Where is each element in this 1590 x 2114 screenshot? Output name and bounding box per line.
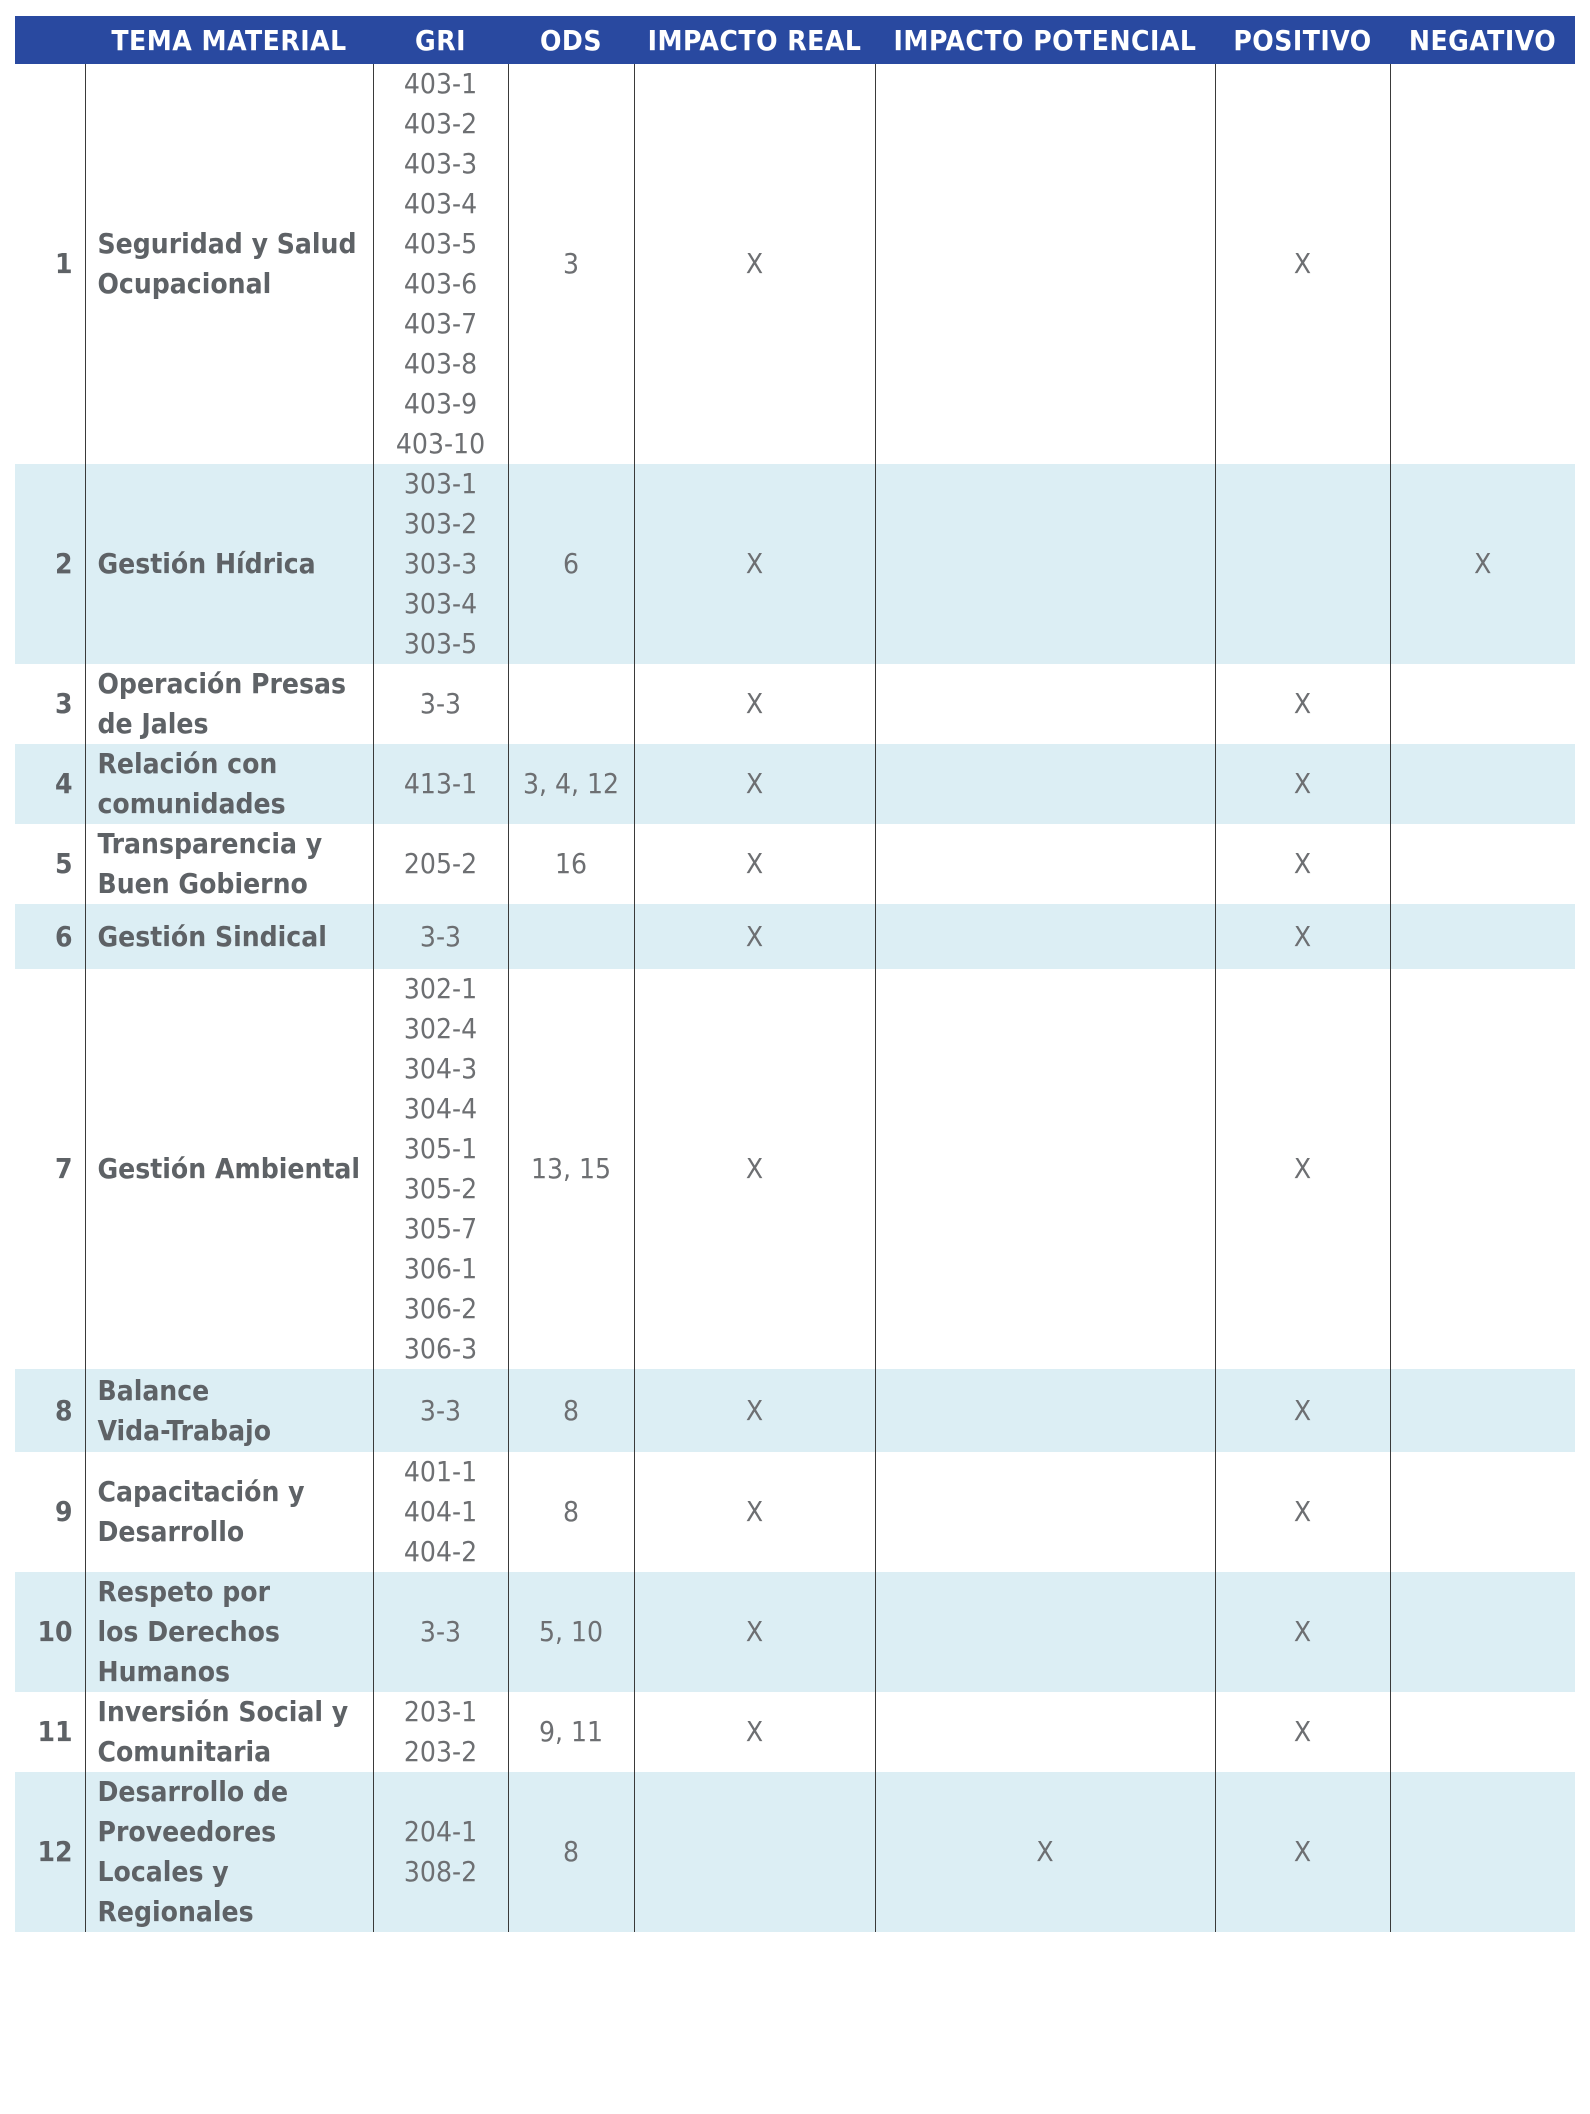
- gri-code: 403-9: [403, 387, 478, 420]
- positivo-cell: [1215, 904, 1390, 969]
- positivo-mark: X: [1293, 1152, 1312, 1185]
- positivo-mark: X: [1293, 1495, 1312, 1528]
- row-number: 2: [54, 547, 73, 580]
- tema-material-line: Balance: [97, 1373, 210, 1407]
- table-row: [15, 1369, 1575, 1452]
- tema-material-line: Capacitación y: [97, 1475, 305, 1508]
- ods-cell: [508, 1452, 634, 1572]
- table-row: [15, 464, 1575, 664]
- ods-value: 6: [562, 547, 580, 580]
- impacto-potencial-cell: [875, 824, 1215, 904]
- tema-material-cell: [85, 824, 373, 904]
- impacto-potencial-cell: [875, 1452, 1215, 1572]
- ods-value: 8: [562, 1835, 580, 1868]
- row-number: 8: [54, 1393, 73, 1427]
- ods-value: 8: [562, 1393, 580, 1427]
- gri-code: 203-1: [403, 1695, 478, 1728]
- positivo-cell: [1215, 1452, 1390, 1572]
- row-number: 12: [37, 1835, 73, 1868]
- impacto-potencial-cell: [875, 904, 1215, 969]
- gri-code: 3-3: [419, 687, 462, 720]
- negativo-cell: [1390, 1369, 1575, 1452]
- tema-material-cell: [85, 1692, 373, 1772]
- ods-cell: [508, 64, 634, 464]
- tema-material-line: Desarrollo de: [97, 1775, 289, 1808]
- ods-value: 5, 10: [538, 1615, 604, 1648]
- tema-material-cell: [85, 969, 373, 1369]
- tema-material-line: Comunitaria: [97, 1735, 272, 1768]
- impacto-real-mark: X: [745, 1615, 764, 1648]
- row-number-cell: [15, 64, 85, 464]
- gri-code: 305-1: [403, 1132, 478, 1165]
- tema-material-line: Locales y: [97, 1855, 229, 1888]
- gri-code: 204-1: [403, 1815, 478, 1848]
- tema-material-line: Vida-Trabajo: [97, 1413, 271, 1447]
- negativo-cell: [1390, 969, 1575, 1369]
- impacto-potencial-cell: [875, 664, 1215, 744]
- gri-cell: [373, 1692, 508, 1772]
- impacto-real-cell: [634, 904, 875, 969]
- ods-value: 13, 15: [530, 1152, 612, 1185]
- table-row: [15, 64, 1575, 464]
- tema-material-line: comunidades: [97, 787, 286, 820]
- positivo-mark: X: [1293, 1615, 1312, 1648]
- gri-code: 302-4: [403, 1012, 478, 1045]
- gri-code: 3-3: [419, 1393, 462, 1427]
- table-row: [15, 1692, 1575, 1772]
- negativo-cell: [1390, 1572, 1575, 1692]
- impacto-real-mark: X: [745, 1152, 764, 1185]
- tema-material-cell: [85, 1369, 373, 1452]
- ods-cell: [508, 744, 634, 824]
- ods-value: 16: [554, 847, 588, 880]
- gri-code: 205-2: [403, 847, 478, 880]
- gri-code: 403-1: [403, 67, 478, 100]
- tema-material-line: Desarrollo: [97, 1515, 245, 1548]
- gri-code: 303-5: [403, 627, 478, 660]
- row-number-cell: [15, 1772, 85, 1932]
- negativo-cell: [1390, 1452, 1575, 1572]
- impacto-real-cell: [634, 824, 875, 904]
- impacto-potencial-cell: [875, 64, 1215, 464]
- row-number: 4: [54, 767, 73, 800]
- gri-code: 306-3: [403, 1332, 478, 1365]
- header-number: [15, 16, 85, 64]
- tema-material-cell: [85, 1572, 373, 1692]
- table-row: [15, 1452, 1575, 1572]
- positivo-cell: [1215, 664, 1390, 744]
- gri-code: 306-2: [403, 1292, 478, 1325]
- tema-material-line: de Jales: [97, 707, 209, 740]
- positivo-cell: [1215, 969, 1390, 1369]
- row-number-cell: [15, 1572, 85, 1692]
- tema-material-line: Seguridad y Salud: [97, 227, 357, 260]
- impacto-real-cell: [634, 464, 875, 664]
- header-gri: GRI: [373, 16, 508, 64]
- positivo-mark: X: [1293, 247, 1312, 280]
- impacto-real-mark: X: [745, 547, 764, 580]
- tema-material-line: Proveedores: [97, 1815, 277, 1848]
- negativo-mark: X: [1474, 547, 1492, 580]
- ods-value: 8: [562, 1495, 580, 1528]
- positivo-mark: X: [1293, 767, 1312, 800]
- gri-code: 403-4: [403, 187, 478, 220]
- tema-material-line: Ocupacional: [97, 267, 272, 300]
- positivo-cell: [1215, 1772, 1390, 1932]
- gri-code: 403-7: [403, 307, 478, 340]
- impacto-potencial-cell: [875, 1369, 1215, 1452]
- gri-code: 303-1: [403, 467, 478, 500]
- impacto-real-mark: X: [745, 1495, 764, 1528]
- impacto-real-cell: [634, 1369, 875, 1452]
- gri-code: 403-2: [403, 107, 478, 140]
- impacto-real-cell: [634, 1772, 875, 1932]
- table-row: [15, 824, 1575, 904]
- gri-code: 304-4: [403, 1092, 478, 1125]
- tema-material-cell: [85, 744, 373, 824]
- gri-code: 303-2: [403, 507, 478, 540]
- row-number-cell: [15, 1369, 85, 1452]
- impacto-real-mark: X: [745, 247, 764, 280]
- gri-code: 308-2: [403, 1855, 478, 1888]
- impacto-real-mark: X: [745, 847, 764, 880]
- impacto-potencial-cell: [875, 464, 1215, 664]
- ods-cell: [508, 1369, 634, 1452]
- tema-material-cell: [85, 464, 373, 664]
- gri-cell: [373, 464, 508, 664]
- ods-cell: [508, 824, 634, 904]
- gri-code: 305-7: [403, 1212, 478, 1245]
- impacto-real-cell: [634, 744, 875, 824]
- row-number: 10: [37, 1615, 73, 1648]
- gri-code: 3-3: [419, 919, 462, 953]
- gri-cell: [373, 744, 508, 824]
- table-body: [15, 64, 1575, 1932]
- negativo-cell: [1390, 664, 1575, 744]
- material-topics-table: [15, 16, 1575, 1932]
- gri-cell: [373, 1572, 508, 1692]
- positivo-mark: X: [1293, 1393, 1312, 1427]
- row-number: 7: [54, 1152, 73, 1185]
- row-number-cell: [15, 744, 85, 824]
- negativo-cell: [1390, 1772, 1575, 1932]
- tema-material-cell: [85, 904, 373, 969]
- ods-cell: [508, 969, 634, 1369]
- impacto-real-mark: X: [745, 1715, 764, 1748]
- gri-code: 403-6: [403, 267, 478, 300]
- row-number: 6: [54, 919, 73, 953]
- gri-cell: [373, 1452, 508, 1572]
- row-number-cell: [15, 824, 85, 904]
- ods-cell: [508, 1772, 634, 1932]
- impacto-real-mark: X: [745, 767, 764, 800]
- ods-value: 3, 4, 12: [522, 767, 620, 800]
- gri-cell: [373, 64, 508, 464]
- tema-material-line: los Derechos: [97, 1615, 280, 1648]
- impacto-real-mark: X: [745, 1393, 764, 1427]
- row-number-cell: [15, 1692, 85, 1772]
- impacto-real-cell: [634, 1452, 875, 1572]
- gri-cell: [373, 1369, 508, 1452]
- table-row: [15, 1572, 1575, 1692]
- negativo-cell: [1390, 904, 1575, 969]
- positivo-mark: X: [1293, 1715, 1312, 1748]
- gri-cell: [373, 824, 508, 904]
- ods-value: 3: [562, 247, 580, 280]
- table-row: [15, 969, 1575, 1369]
- negativo-cell: [1390, 1692, 1575, 1772]
- tema-material-cell: [85, 1452, 373, 1572]
- gri-code: 404-2: [403, 1535, 478, 1568]
- header-impacto-potencial: IMPACTO POTENCIAL: [875, 16, 1215, 64]
- positivo-mark: X: [1293, 847, 1312, 880]
- table-row: [15, 744, 1575, 824]
- tema-material-line: Gestión Sindical: [97, 919, 327, 953]
- impacto-potencial-cell: [875, 1692, 1215, 1772]
- table-header: [15, 16, 1575, 64]
- gri-code: 303-4: [403, 587, 478, 620]
- tema-material-line: Gestión Hídrica: [97, 547, 316, 580]
- negativo-cell: [1390, 464, 1575, 664]
- row-number: 5: [54, 847, 73, 880]
- table-row: [15, 1772, 1575, 1932]
- ods-cell: [508, 664, 634, 744]
- positivo-mark: X: [1293, 919, 1312, 953]
- table-row: [15, 664, 1575, 744]
- impacto-real-cell: [634, 969, 875, 1369]
- tema-material-line: Gestión Ambiental: [97, 1152, 361, 1185]
- gri-code: 403-10: [395, 427, 486, 460]
- row-number-cell: [15, 969, 85, 1369]
- row-number-cell: [15, 664, 85, 744]
- negativo-cell: [1390, 744, 1575, 824]
- tema-material-cell: [85, 1772, 373, 1932]
- material-topics-table-container: [15, 16, 1575, 1932]
- gri-code: 305-2: [403, 1172, 478, 1205]
- row-number: 9: [54, 1495, 73, 1528]
- impacto-potencial-cell: [875, 1772, 1215, 1932]
- gri-code: 303-3: [403, 547, 478, 580]
- header-positivo: POSITIVO: [1215, 16, 1390, 64]
- impacto-potencial-cell: [875, 1572, 1215, 1692]
- positivo-cell: [1215, 1572, 1390, 1692]
- tema-material-line: Relación con: [97, 747, 278, 780]
- gri-code: 304-3: [403, 1052, 478, 1085]
- positivo-mark: X: [1293, 1835, 1312, 1868]
- gri-code: 306-1: [403, 1252, 478, 1285]
- gri-code: 403-3: [403, 147, 478, 180]
- row-number-cell: [15, 464, 85, 664]
- gri-code: 403-5: [403, 227, 478, 260]
- row-number: 1: [54, 247, 73, 280]
- gri-code: 302-1: [403, 972, 478, 1005]
- gri-cell: [373, 969, 508, 1369]
- negativo-cell: [1390, 824, 1575, 904]
- ods-cell: [508, 464, 634, 664]
- gri-code: 404-1: [403, 1495, 478, 1528]
- tema-material-line: Humanos: [97, 1655, 231, 1688]
- gri-cell: [373, 664, 508, 744]
- impacto-real-cell: [634, 64, 875, 464]
- header-row: [15, 16, 1575, 64]
- table-row: [15, 904, 1575, 969]
- ods-cell: [508, 904, 634, 969]
- positivo-cell: [1215, 1692, 1390, 1772]
- positivo-cell: [1215, 464, 1390, 664]
- positivo-mark: X: [1293, 687, 1312, 720]
- tema-material-line: Respeto por: [97, 1575, 270, 1608]
- header-tema-material: TEMA MATERIAL: [85, 16, 373, 64]
- row-number: 11: [37, 1715, 73, 1748]
- ods-cell: [508, 1692, 634, 1772]
- tema-material-cell: [85, 64, 373, 464]
- tema-material-line: Transparencia y: [97, 827, 323, 860]
- gri-code: 203-2: [403, 1735, 478, 1768]
- gri-cell: [373, 1772, 508, 1932]
- negativo-cell: [1390, 64, 1575, 464]
- impacto-real-cell: [634, 664, 875, 744]
- positivo-cell: [1215, 64, 1390, 464]
- impacto-real-cell: [634, 1692, 875, 1772]
- tema-material-line: Buen Gobierno: [97, 867, 308, 900]
- header-ods: ODS: [508, 16, 634, 64]
- row-number: 3: [54, 687, 73, 720]
- impacto-real-mark: X: [745, 919, 764, 953]
- impacto-real-mark: X: [745, 687, 764, 720]
- gri-code: 413-1: [403, 767, 478, 800]
- gri-code: 3-3: [419, 1615, 462, 1648]
- ods-value: 9, 11: [538, 1715, 604, 1748]
- impacto-potencial-mark: X: [1036, 1835, 1054, 1868]
- row-number-cell: [15, 1452, 85, 1572]
- tema-material-line: Inversión Social y: [97, 1695, 349, 1728]
- gri-code: 401-1: [403, 1455, 478, 1488]
- gri-code: 403-8: [403, 347, 478, 380]
- positivo-cell: [1215, 824, 1390, 904]
- tema-material-line: Regionales: [97, 1895, 254, 1928]
- ods-cell: [508, 1572, 634, 1692]
- row-number-cell: [15, 904, 85, 969]
- gri-cell: [373, 904, 508, 969]
- tema-material-cell: [85, 664, 373, 744]
- impacto-potencial-cell: [875, 969, 1215, 1369]
- positivo-cell: [1215, 1369, 1390, 1452]
- tema-material-line: Operación Presas: [97, 667, 346, 700]
- positivo-cell: [1215, 744, 1390, 824]
- header-negativo: NEGATIVO: [1390, 16, 1575, 64]
- header-impacto-real: IMPACTO REAL: [634, 16, 875, 64]
- impacto-potencial-cell: [875, 744, 1215, 824]
- impacto-real-cell: [634, 1572, 875, 1692]
